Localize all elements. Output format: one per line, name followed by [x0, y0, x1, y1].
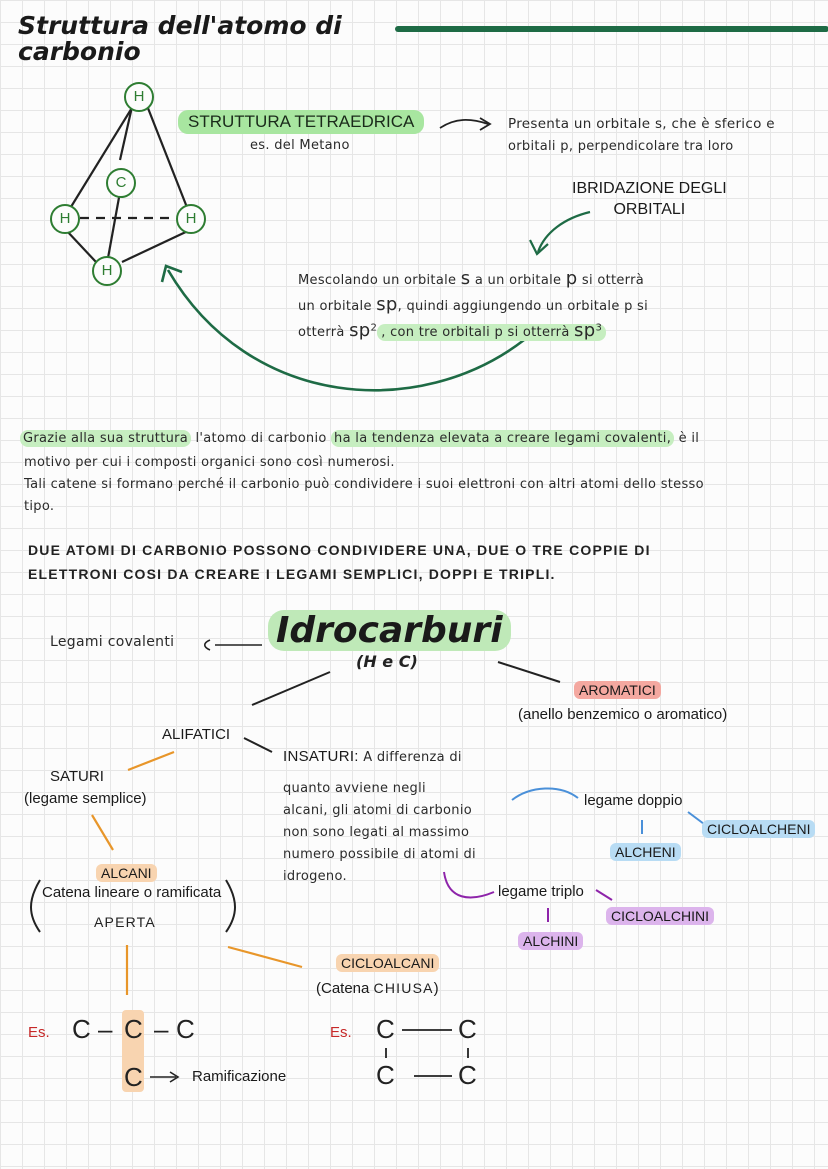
hybrid-text-line-3 — [298, 320, 606, 341]
insaturi-line-2: quanto avviene negli — [283, 781, 426, 796]
legame-triplo-label: legame triplo — [498, 883, 584, 900]
carbon-3: C — [176, 1014, 195, 1044]
ring-carbon-4: C — [458, 1060, 477, 1090]
paragraph-2-line-2: tipo. — [24, 499, 55, 514]
paragraph-1-line-2: motivo per cui i composti organici sono così numerosi. — [24, 455, 395, 470]
bonds-line-1: DUE ATOMI DI CARBONIO POSSONO CONDIVIDERE UNA, DUE O TRE COPPIE DI — [28, 542, 651, 558]
body-text: l'atomo di carbonio — [191, 431, 332, 446]
saturi-description: (legame semplice) — [24, 790, 147, 807]
atom-h-left: H — [50, 204, 80, 234]
insaturi-label: INSATURI: — [283, 748, 359, 765]
orbital-sp: sp — [376, 294, 398, 315]
main-subtitle: (H e C) — [356, 652, 418, 671]
chiusa-label: CHIUSA — [373, 980, 434, 996]
alchini-badge: ALCHINI — [518, 932, 583, 950]
carbon-2: C — [124, 1014, 143, 1044]
orbital-p: p — [565, 268, 578, 289]
insaturi-line-5: numero possibile di atomi di — [283, 847, 476, 862]
main-title: Idrocarburi — [268, 610, 511, 651]
highlight-text: ha la tendenza elevata a creare legami covalenti, — [331, 430, 674, 447]
hybrid-text: si otterrà — [581, 273, 645, 288]
hybrid-title-line-2: ORBITALI — [613, 201, 686, 218]
structure-description-line-2: orbitali p, perpendicolare tra loro — [508, 139, 734, 154]
hybrid-text: otterrà — [298, 325, 345, 340]
highlight-text: Grazie alla sua struttura — [20, 430, 191, 447]
dash-1: – — [98, 1014, 113, 1044]
ramificazione-label: Ramificazione — [192, 1068, 287, 1085]
atom-h-bottom: H — [92, 256, 122, 286]
aromatici-badge: AROMATICI — [574, 681, 661, 699]
cicloalcani-text: ) — [433, 980, 439, 997]
legame-doppio-label: legame doppio — [584, 792, 683, 809]
dash-2: – — [154, 1014, 169, 1044]
ring-carbon-3: C — [376, 1060, 395, 1090]
hybrid-title-line-1: IBRIDAZIONE DEGLI — [572, 180, 727, 197]
orbital-s: s — [460, 268, 471, 289]
insaturi-text: A differenza di — [363, 750, 462, 765]
orbital-sp2: sp — [349, 320, 371, 341]
alcani-badge: ALCANI — [96, 864, 157, 882]
hybrid-text-line-2 — [298, 294, 648, 315]
alcheni-badge: ALCHENI — [610, 843, 681, 861]
saturi-label: SATURI — [50, 768, 104, 785]
page-title — [18, 13, 342, 65]
ring-carbon-2: C — [458, 1014, 477, 1044]
carbon-1: C — [72, 1014, 91, 1044]
carbon-branch: C — [124, 1062, 143, 1092]
hybrid-text-line-1 — [298, 268, 644, 289]
orbital-sp3: sp — [574, 320, 596, 341]
aperta-label: APERTA — [94, 914, 156, 930]
insaturi-block — [283, 748, 462, 765]
hybrid-text: un orbitale — [298, 299, 372, 314]
hybrid-text: , quindi aggiungendo un orbitale p si — [397, 299, 649, 314]
hybrid-text: , con tre orbitali p si otterrà — [381, 325, 570, 340]
paragraph-1-line-1 — [20, 431, 699, 446]
superscript: 2 — [370, 322, 378, 334]
body-text: è il — [674, 431, 700, 446]
alcani-description: Catena lineare o ramificata — [42, 884, 222, 901]
cicloalcani-badge: CICLOALCANI — [336, 954, 439, 972]
cicloalcani-description — [316, 980, 439, 997]
title-line-1: Struttura dell'atomo di — [18, 11, 342, 40]
hybrid-text: Mescolando un orbitale — [298, 273, 457, 288]
structure-example: es. del Metano — [250, 138, 350, 153]
example-1-label: Es. — [28, 1024, 50, 1041]
cicloalcani-text: (Catena — [316, 980, 374, 997]
superscript: 3 — [595, 322, 603, 334]
title-line-2: carbonio — [18, 37, 141, 66]
atom-h-right: H — [176, 204, 206, 234]
bonds-line-2: ELETTRONI COSI DA CREARE I LEGAMI SEMPLICI, DOPPI E TRIPLI. — [28, 566, 556, 582]
insaturi-line-4: non sono legati al massimo — [283, 825, 470, 840]
atom-h-top: H — [124, 82, 154, 112]
insaturi-line-6: idrogeno. — [283, 869, 347, 884]
cicloalcheni-badge: CICLOALCHENI — [702, 820, 815, 838]
alifatici-label: ALIFATICI — [162, 726, 231, 743]
hybrid-title — [572, 178, 727, 220]
structure-label: STRUTTURA TETRAEDRICA — [178, 110, 424, 134]
hybrid-highlight — [377, 320, 606, 341]
structure-description-line-1: Presenta un orbitale s, che è sferico e — [508, 116, 775, 132]
example-2-label: Es. — [330, 1024, 352, 1041]
cicloalchini-badge: CICLOALCHINI — [606, 907, 714, 925]
ring-carbon-1: C — [376, 1014, 395, 1044]
covalent-label: Legami covalenti — [50, 634, 175, 650]
insaturi-line-3: alcani, gli atomi di carbonio — [283, 803, 473, 818]
hybrid-text: a un orbitale — [474, 273, 562, 288]
insaturi-line-1 — [283, 748, 462, 765]
atom-c-center: C — [106, 168, 136, 198]
aromatici-description: (anello benzemico o aromatico) — [518, 706, 728, 723]
paragraph-2-line-1: Tali catene si formano perché il carbonio può condividere i suoi elettroni con altri atomi dello stesso — [24, 477, 704, 492]
